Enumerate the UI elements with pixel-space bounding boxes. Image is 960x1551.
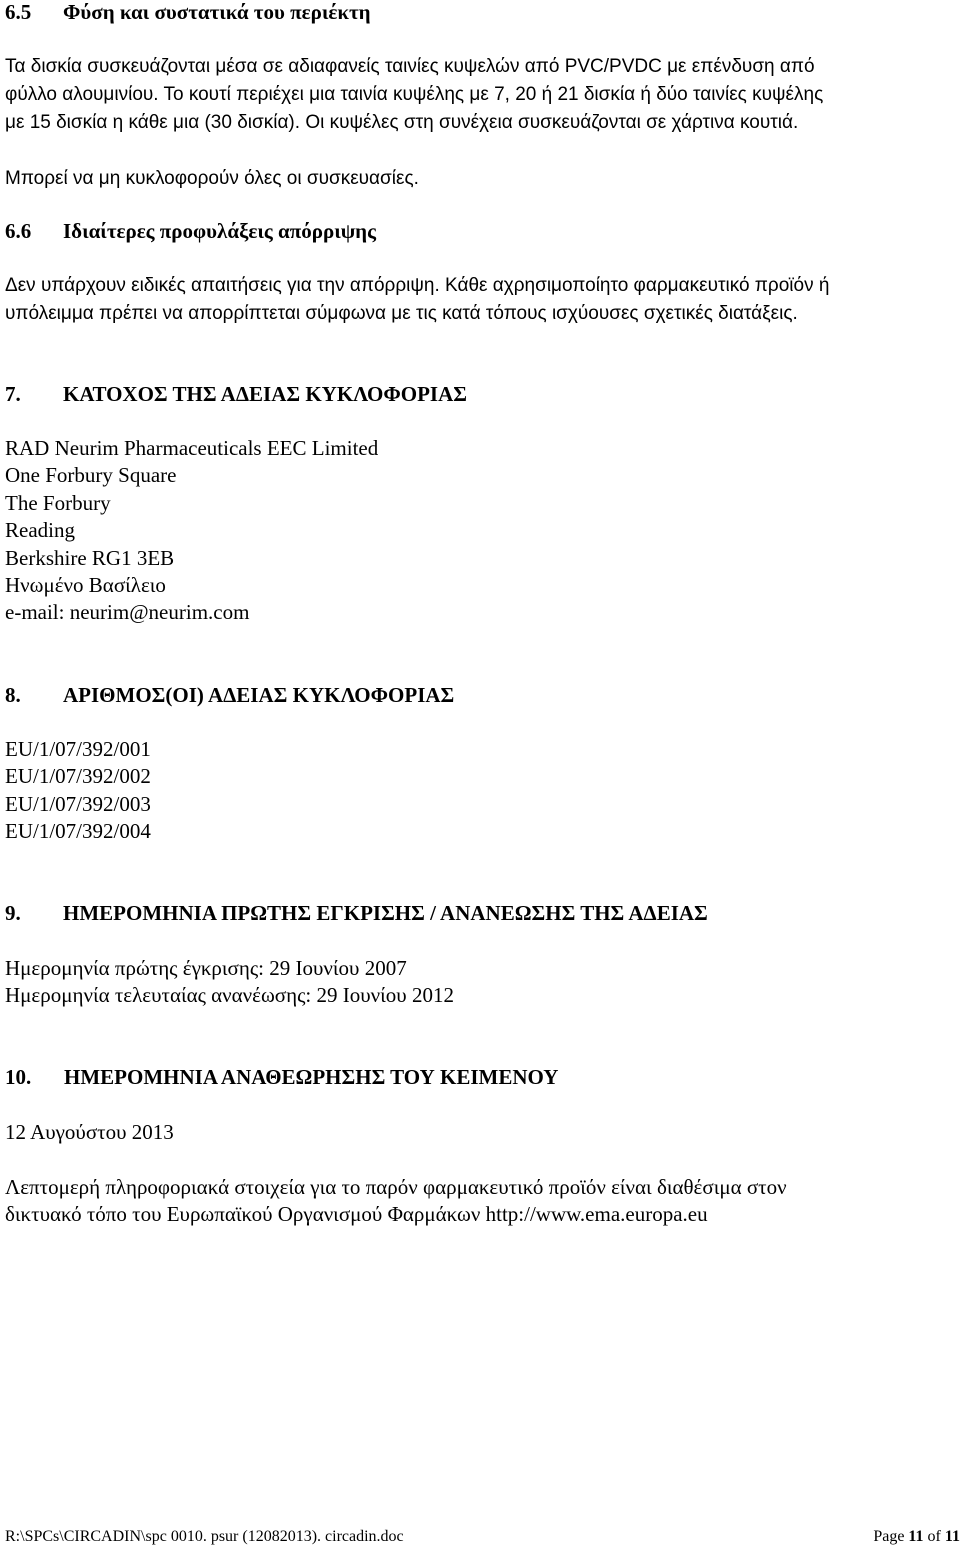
first-approval-date: Ημερομηνία πρώτης έγκρισης: 29 Ιουνίου 2007 — [5, 956, 407, 980]
section-6-5-note: Μπορεί να μη κυκλοφορούν όλες οι συσκευασίες. — [5, 168, 419, 189]
section-number: 8. — [5, 683, 21, 707]
section-heading-9 — [5, 900, 708, 927]
address-line: One Forbury Square — [5, 463, 177, 488]
authorisation-numbers — [5, 736, 151, 846]
section-heading-8 — [5, 682, 454, 709]
page-separator: of — [923, 1528, 945, 1545]
section-heading-10 — [5, 1064, 558, 1091]
revision-date: 12 Αυγούστου 2013 — [5, 1120, 174, 1144]
section-number: 6.6 — [5, 219, 32, 243]
section-number: 10. — [5, 1065, 32, 1089]
section-heading-6-6 — [5, 218, 376, 245]
section-title: Φύση και συστατικά του περιέκτη — [63, 0, 371, 24]
section-number: 7. — [5, 382, 21, 406]
section-number: 9. — [5, 901, 21, 925]
paragraph-line: με 15 δισκία η κάθε μια (30 δισκία). Οι κυψέλες στη συνέχεια συσκευάζονται σε χάρτινα κουτιά. — [5, 112, 799, 133]
section-heading-7 — [5, 381, 467, 408]
page-counter — [873, 1527, 960, 1547]
authorisation-number: EU/1/07/392/003 — [5, 791, 151, 816]
paragraph-line: υπόλειμμα πρέπει να απορρίπτεται σύμφωνα με τις κατά τόπους ισχύουσες σχετικές διατάξεις. — [5, 303, 798, 324]
section-title: Ιδιαίτερες προφυλάξεις απόρριψης — [63, 219, 376, 243]
authorisation-number: EU/1/07/392/004 — [5, 819, 151, 844]
section-number: 6.5 — [5, 0, 32, 24]
address-line: RAD Neurim Pharmaceuticals EEC Limited — [5, 436, 379, 460]
ema-info — [5, 1174, 787, 1229]
paragraph-line: φύλλο αλουμινίου. Το κουτί περιέχει μια ταινία κυψέλης με 7, 20 ή 21 δισκία ή δύο ταινίες κυψέλης — [5, 84, 824, 105]
section-title: ΑΡΙΘΜΟΣ(ΟΙ) ΑΔΕΙΑΣ ΚΥΚΛΟΦΟΡΙΑΣ — [63, 683, 455, 707]
paragraph-line: Δεν υπάρχουν ειδικές απαιτήσεις για την απόρριψη. Κάθε αχρησιμοποίητο φαρμακευτικό προϊόν ή — [5, 275, 830, 296]
authorisation-number: EU/1/07/392/002 — [5, 764, 151, 789]
section-title: ΗΜΕΡΟΜΗΝΙΑ ΠΡΩΤΗΣ ΕΓΚΡΙΣΗΣ / ΑΝΑΝΕΩΣΗΣ ΤΗΣ ΑΔΕΙΑΣ — [63, 901, 708, 925]
info-line: δικτυακό τόπο του Ευρωπαϊκού Οργανισμού Φαρμάκων http://www.ema.europa.eu — [5, 1202, 708, 1227]
renewal-date: Ημερομηνία τελευταίας ανανέωσης: 29 Ιουνίου 2012 — [5, 983, 454, 1008]
section-6-5-body — [5, 53, 823, 137]
file-path: R:\SPCs\CIRCADIN\spc 0010. psur (12082013). circadin.doc — [5, 1528, 404, 1545]
document-page — [5, 0, 960, 1551]
section-6-6-body — [5, 272, 829, 328]
address-line: Berkshire RG1 3EB — [5, 545, 175, 570]
address-line: Ηνωμένο Βασίλειο — [5, 573, 166, 598]
address-line: The Forbury — [5, 490, 111, 515]
marketing-holder-address — [5, 435, 378, 627]
section-heading-6-5 — [5, 0, 371, 26]
current-page: 11 — [908, 1528, 924, 1545]
info-line: Λεπτομερή πληροφοριακά στοιχεία για το παρόν φαρμακευτικό προϊόν είναι διαθέσιμα στον — [5, 1175, 787, 1199]
total-pages: 11 — [944, 1528, 960, 1545]
approval-dates — [5, 955, 454, 1010]
authorisation-number: EU/1/07/392/001 — [5, 737, 151, 761]
page-label: Page — [873, 1528, 909, 1545]
paragraph-line: Τα δισκία συσκευάζονται μέσα σε αδιαφανείς ταινίες κυψελών από PVC/PVDC με επένδυση από — [5, 56, 815, 77]
section-title: ΚΑΤΟΧΟΣ ΤΗΣ ΑΔΕΙΑΣ ΚΥΚΛΟΦΟΡΙΑΣ — [63, 382, 467, 406]
email-line: e-mail: neurim@neurim.com — [5, 600, 250, 625]
section-title: ΗΜΕΡΟΜΗΝΙΑ ΑΝΑΘΕΩΡΗΣΗΣ ΤΟΥ ΚΕΙΜΕΝΟΥ — [64, 1065, 559, 1089]
address-line: Reading — [5, 518, 75, 543]
